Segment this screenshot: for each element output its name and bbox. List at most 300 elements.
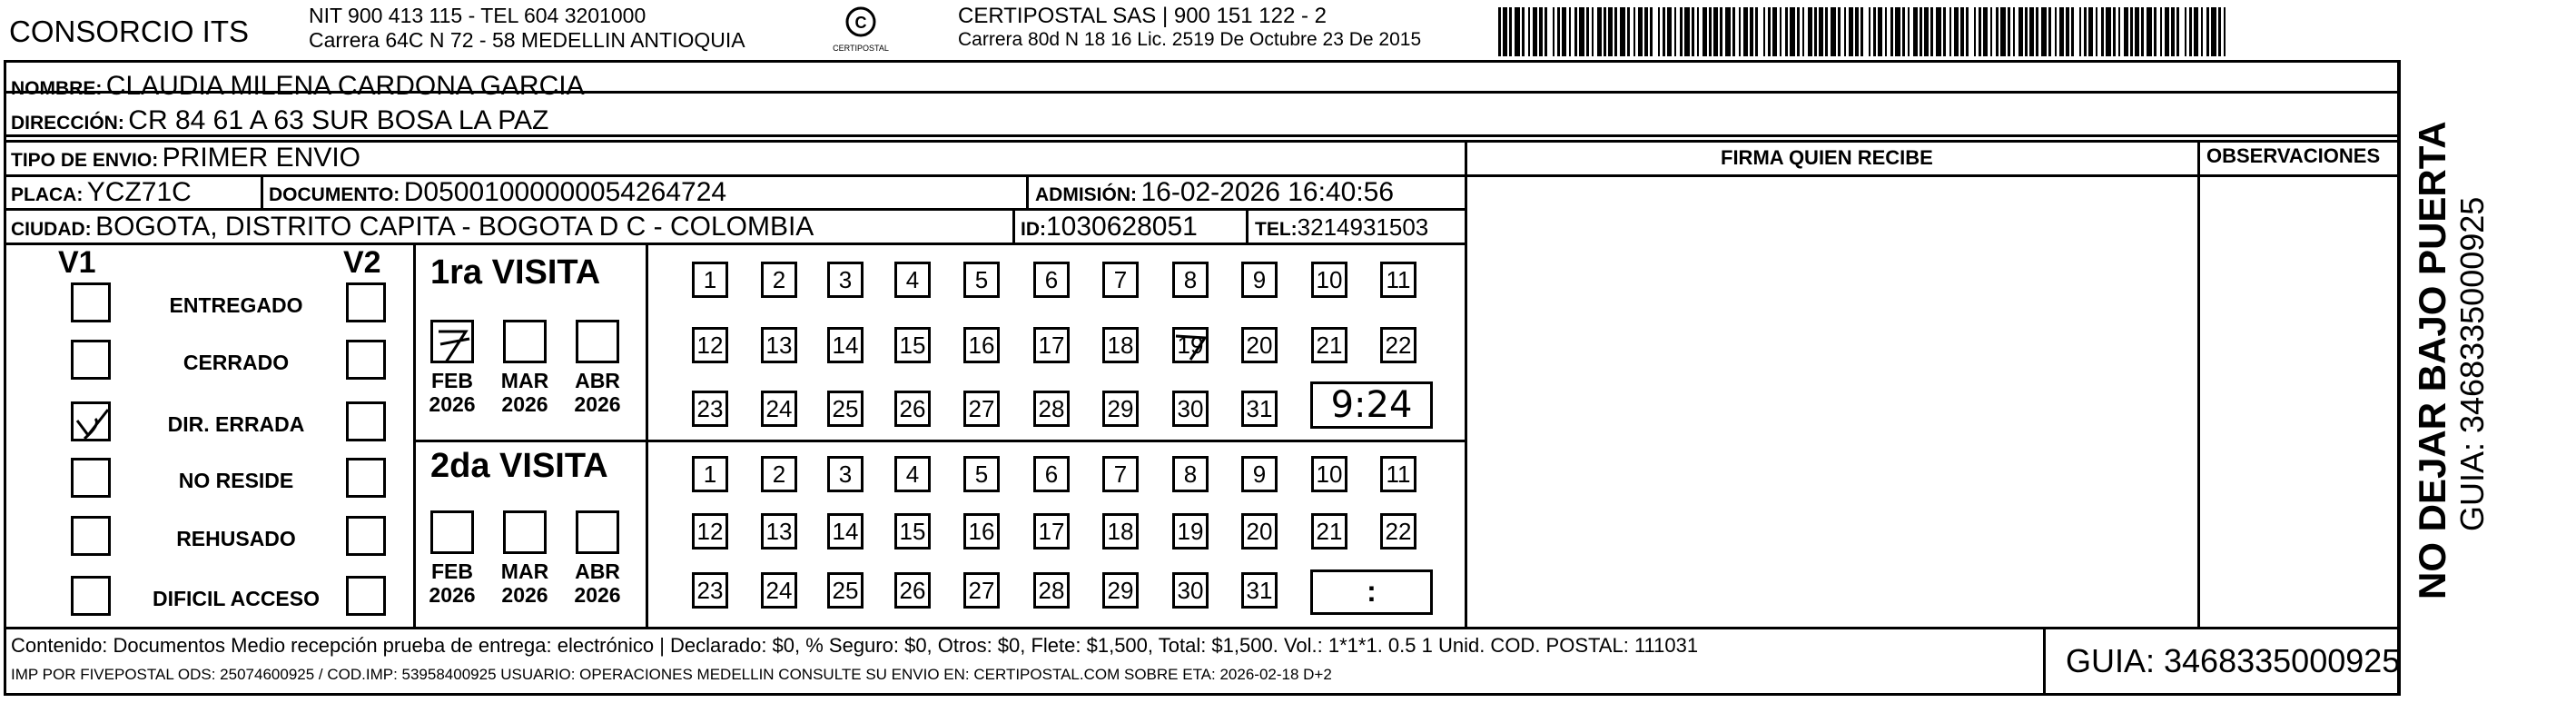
day-checkbox[interactable] (692, 513, 728, 550)
barcode-bar (2008, 7, 2010, 56)
day-number: 14 (832, 518, 859, 545)
barcode-bar (1680, 7, 1683, 56)
barcode-bar (2079, 7, 2081, 56)
day-checkbox[interactable] (761, 513, 797, 550)
barcode-bar (2013, 7, 2015, 56)
barcode-bar (1855, 7, 1859, 56)
day-number: 19 (1177, 518, 1204, 545)
day-checkbox[interactable] (1311, 327, 1347, 363)
month-checkbox-feb[interactable] (430, 510, 474, 554)
day-number: 25 (832, 395, 859, 422)
day-number: 7 (1113, 266, 1128, 293)
barcode-bar (1650, 7, 1653, 56)
day-number: 20 (1246, 518, 1273, 545)
admision-value: 16-02-2026 16:40:56 (1140, 177, 1395, 207)
day-checkbox[interactable] (963, 572, 1000, 609)
barcode-bar (1838, 7, 1841, 56)
v2-checkbox[interactable] (346, 458, 386, 498)
barcode-bar (1902, 7, 1905, 56)
day-number: 8 (1183, 266, 1198, 293)
month-label: FEB 2026 (429, 559, 476, 608)
day-checkbox[interactable] (761, 327, 797, 363)
day-checkbox[interactable] (692, 391, 728, 427)
footer-contenido: Contenido: Documentos Medio recepción prueba de entrega: electrónico | Declarado: $0, % Seguro: $0, Otros: $0, Flete: $1,500, Total: $1,500. Vol.: 1*1*1. 0.5 1 Unid. COD. POSTAL: 111031 (11, 634, 1699, 657)
barcode-bar (2113, 7, 2116, 56)
day-number: 31 (1246, 395, 1273, 422)
day-checkbox[interactable] (1172, 456, 1209, 492)
month-label: FEB 2026 (429, 369, 476, 417)
first-visit-time-box (1310, 381, 1433, 429)
month-label: ABR 2026 (574, 559, 621, 608)
day-number: 4 (905, 266, 920, 293)
day-number: 29 (1107, 577, 1134, 604)
day-checkbox[interactable] (827, 327, 864, 363)
day-checkbox[interactable] (1033, 327, 1070, 363)
day-number: 24 (765, 577, 793, 604)
day-checkbox[interactable] (963, 262, 1000, 298)
day-checkbox[interactable] (761, 262, 797, 298)
day-checkbox[interactable] (692, 456, 728, 492)
barcode-bar (1586, 7, 1589, 56)
barcode-bar (1797, 7, 1800, 56)
barcode-bar (1515, 7, 1520, 56)
day-checkbox[interactable] (1241, 572, 1278, 609)
barcode-bar (2101, 7, 2104, 56)
barcode-bar (1574, 7, 1577, 56)
v1-checkbox[interactable] (71, 576, 111, 616)
barcode-bar (2018, 7, 2023, 56)
month-checkbox-feb[interactable] (430, 320, 474, 363)
day-number: 13 (765, 518, 793, 545)
second-visit-time: : (1367, 575, 1377, 608)
v1-checkbox[interactable] (71, 516, 111, 556)
barcode-bar (1539, 7, 1543, 56)
day-checkbox[interactable] (1033, 391, 1070, 427)
day-checkbox[interactable] (1102, 572, 1139, 609)
day-checkbox[interactable] (1380, 513, 1416, 550)
day-number: 2 (772, 460, 786, 488)
barcode-bar (1849, 7, 1853, 56)
barcode-bar (2071, 7, 2074, 56)
month-checkbox-mar[interactable] (503, 510, 547, 554)
barcode-bar (1869, 7, 1870, 56)
barcode-bar (2036, 7, 2038, 56)
company-line-2: Carrera 64C N 72 - 58 MEDELLIN ANTIOQUIA (309, 28, 745, 52)
barcode-bar (2106, 7, 2111, 56)
barcode-bar (1802, 7, 1804, 56)
day-checkbox[interactable] (1172, 513, 1209, 550)
v2-header: V2 (343, 245, 381, 280)
day-checkbox[interactable] (827, 262, 864, 298)
day-checkbox[interactable] (1033, 262, 1070, 298)
day-checkbox[interactable] (1102, 513, 1139, 550)
ciudad-label: CIUDAD: BOGOTA, DISTRITO CAPITA - BOGOTA D C - COLOMBIA (11, 212, 814, 242)
barcode-bar (1930, 7, 1933, 56)
day-number: 3 (838, 460, 853, 488)
v1-header: V1 (58, 245, 96, 280)
day-checkbox[interactable] (827, 572, 864, 609)
day-checkbox[interactable] (761, 456, 797, 492)
day-number: 30 (1177, 395, 1204, 422)
day-checkbox[interactable] (894, 456, 931, 492)
barcode-bar (2147, 7, 2152, 56)
option-label: CERRADO (183, 351, 290, 374)
barcode-bar (2135, 7, 2139, 56)
barcode-bar (1943, 7, 1946, 56)
v2-checkbox[interactable] (346, 401, 386, 441)
day-checkbox[interactable] (1311, 513, 1347, 550)
barcode-bar (1597, 7, 1602, 56)
day-checkbox[interactable] (1172, 327, 1209, 363)
barcode-bar (1579, 7, 1584, 56)
day-checkbox[interactable] (827, 391, 864, 427)
day-number: 20 (1246, 332, 1273, 359)
barcode-bar (2048, 7, 2051, 56)
certipostal-line-2: Carrera 80d N 18 16 Lic. 2519 De Octubre 23 De 2015 (958, 29, 1422, 50)
day-number: 28 (1038, 577, 1065, 604)
barcode-bar (2141, 7, 2144, 56)
barcode-bar (1768, 7, 1771, 56)
barcode-bar (2176, 7, 2179, 56)
svg-text:C: C (854, 14, 867, 32)
day-checkbox[interactable] (894, 262, 931, 298)
v2-checkbox[interactable] (346, 576, 386, 616)
barcode-bar (1772, 7, 1777, 56)
barcode-bar (1709, 7, 1712, 56)
day-number: 27 (968, 395, 995, 422)
barcode-bar (1732, 7, 1735, 56)
second-visit-time-box (1310, 569, 1433, 615)
day-number: 5 (974, 460, 989, 488)
barcode-bar (2025, 7, 2028, 56)
barcode-bar (2000, 7, 2006, 56)
day-number: 27 (968, 577, 995, 604)
day-number: 7 (1113, 460, 1128, 488)
barcode-bar (2224, 7, 2226, 56)
barcode-bar (1785, 7, 1788, 56)
day-number: 1 (703, 266, 717, 293)
barcode-bar (1674, 7, 1676, 56)
month-label: ABR 2026 (574, 369, 621, 417)
day-checkbox[interactable] (692, 262, 728, 298)
barcode-bar (1814, 7, 1817, 56)
v1-checkbox[interactable] (71, 458, 111, 498)
month-checkbox-mar[interactable] (503, 320, 547, 363)
barcode-bar (2124, 7, 2128, 56)
barcode-bar (1954, 7, 1959, 56)
option-label: DIFICIL ACCESO (152, 587, 320, 610)
direccion-value: CR 84 61 A 63 SUR BOSA LA PAZ (128, 105, 549, 135)
barcode-bar (1608, 7, 1613, 56)
barcode-bar (1996, 7, 1999, 56)
v2-checkbox[interactable] (346, 282, 386, 322)
placa-value: YCZ71C (86, 177, 192, 207)
tick-mark-icon (433, 322, 477, 366)
barcode-bar (1763, 7, 1765, 56)
day-checkbox[interactable] (1380, 456, 1416, 492)
barcode-bar (1979, 7, 1981, 56)
check-mark-icon (74, 404, 114, 444)
v1-checkbox[interactable] (71, 340, 111, 380)
barcode-bar (1697, 7, 1699, 56)
barcode-bar (1990, 7, 1992, 56)
day-checkbox[interactable] (1033, 456, 1070, 492)
day-checkbox[interactable] (894, 327, 931, 363)
id-value: 1030628051 (1046, 212, 1198, 242)
day-number: 25 (832, 577, 859, 604)
barcode-icon (1498, 0, 2226, 56)
barcode-bar (1638, 7, 1643, 56)
day-number: 24 (765, 395, 793, 422)
barcode-bar (1720, 7, 1722, 56)
day-checkbox[interactable] (894, 572, 931, 609)
month-label: MAR 2026 (500, 369, 549, 417)
barcode-bar (2041, 7, 2047, 56)
day-number: 15 (899, 332, 926, 359)
barcode-bar (1936, 7, 1941, 56)
barcode-bar (1569, 7, 1571, 56)
barcode-bar (1908, 7, 1910, 56)
company-line-1: NIT 900 413 115 - TEL 604 3201000 (309, 4, 646, 27)
option-label: NO RESIDE (178, 469, 294, 492)
barcode-bar (1620, 7, 1625, 56)
barcode-bar (1983, 7, 1988, 56)
month-label: MAR 2026 (500, 559, 549, 608)
day-checkbox[interactable] (963, 391, 1000, 427)
day-checkbox[interactable] (1241, 262, 1278, 298)
barcode-bar (1703, 7, 1707, 56)
day-number: 6 (1044, 460, 1059, 488)
side-guia (2453, 77, 2490, 531)
barcode-bar (1503, 7, 1507, 56)
barcode-bar (1692, 7, 1694, 56)
day-checkbox[interactable] (1241, 513, 1278, 550)
barcode-bar (1743, 7, 1748, 56)
day-number: 26 (899, 577, 926, 604)
placa-label: PLACA: YCZ71C (11, 177, 192, 207)
day-checkbox[interactable] (1033, 572, 1070, 609)
barcode-bar (2171, 7, 2175, 56)
barcode-bar (1658, 7, 1660, 56)
day-number: 14 (832, 332, 859, 359)
barcode-bar (1844, 7, 1846, 56)
barcode-bar (1755, 7, 1758, 56)
day-number: 4 (905, 460, 920, 488)
day-number: 23 (696, 395, 724, 422)
day-number: 19 (1177, 332, 1204, 359)
day-checkbox[interactable] (1102, 327, 1139, 363)
day-number: 23 (696, 577, 724, 604)
barcode-bar (2118, 7, 2120, 56)
admision-label: ADMISIÓN: 16-02-2026 16:40:56 (1035, 177, 1395, 207)
barcode-bar (1604, 7, 1606, 56)
barcode-bar (1949, 7, 1951, 56)
barcode-bar (1913, 7, 1918, 56)
barcode-bar (1528, 7, 1530, 56)
day-checkbox[interactable] (761, 572, 797, 609)
day-checkbox[interactable] (1102, 262, 1139, 298)
v1-checkbox[interactable] (71, 282, 111, 322)
day-number: 9 (1252, 460, 1267, 488)
barcode-bar (1522, 7, 1525, 56)
barcode-bar (1808, 7, 1812, 56)
day-checkbox[interactable] (894, 513, 931, 550)
barcode-bar (2059, 7, 2064, 56)
day-checkbox[interactable] (1033, 513, 1070, 550)
barcode-bar (1684, 7, 1690, 56)
day-checkbox[interactable] (963, 513, 1000, 550)
day-checkbox[interactable] (1172, 391, 1209, 427)
day-number: 11 (1386, 460, 1411, 488)
day-number: 30 (1177, 577, 1204, 604)
barcode-bar (1750, 7, 1753, 56)
day-checkbox[interactable] (1241, 456, 1278, 492)
option-label: DIR. ERRADA (167, 412, 305, 436)
barcode-bar (1667, 7, 1672, 56)
day-number: 2 (772, 266, 786, 293)
barcode-bar (1966, 7, 1969, 56)
barcode-bar (1878, 7, 1882, 56)
day-number: 16 (968, 332, 995, 359)
day-number: 10 (1316, 460, 1343, 488)
option-label: REHUSADO (176, 527, 296, 550)
day-number: 18 (1107, 332, 1134, 359)
barcode-bar (2211, 7, 2216, 56)
day-number: 22 (1385, 518, 1412, 545)
barcode (1498, 0, 2226, 56)
day-number: 15 (899, 518, 926, 545)
barcode-bar (2154, 7, 2157, 56)
strike-mark-icon (1172, 327, 1209, 363)
first-visit-time: 9:24 (1330, 384, 1413, 426)
day-number: 8 (1183, 460, 1198, 488)
direccion-label: DIRECCIÓN: CR 84 61 A 63 SUR BOSA LA PAZ (11, 105, 549, 135)
day-number: 22 (1385, 332, 1412, 359)
day-checkbox[interactable] (963, 456, 1000, 492)
id-label: ID:1030628051 (1021, 212, 1198, 242)
barcode-bar (1739, 7, 1741, 56)
barcode-bar (1644, 7, 1648, 56)
certipostal-logo (824, 4, 897, 58)
v2-checkbox[interactable] (346, 340, 386, 380)
day-number: 9 (1252, 266, 1267, 293)
day-number: 12 (696, 332, 724, 359)
certipostal-line-1: CERTIPOSTAL SAS | 900 151 122 - 2 (958, 4, 1327, 28)
day-checkbox[interactable] (1241, 327, 1278, 363)
barcode-bar (1533, 7, 1537, 56)
barcode-bar (2096, 7, 2097, 56)
day-checkbox[interactable] (963, 327, 1000, 363)
side-warning (2411, 54, 2456, 599)
barcode-bar (1790, 7, 1795, 56)
day-checkbox[interactable] (1102, 456, 1139, 492)
barcode-bar (2055, 7, 2057, 56)
v1-checkbox[interactable] (71, 401, 111, 441)
tel-label: TEL:3214931503 (1255, 213, 1429, 241)
day-checkbox[interactable] (1380, 262, 1416, 298)
day-checkbox[interactable] (761, 391, 797, 427)
barcode-bar (2189, 7, 2192, 56)
first-visit-title: 1ra VISITA (430, 253, 601, 292)
second-visit-title: 2da VISITA (430, 447, 608, 485)
barcode-bar (1713, 7, 1718, 56)
svg-text:CERTIPOSTAL: CERTIPOSTAL (833, 44, 889, 53)
barcode-bar (2194, 7, 2198, 56)
barcode-bar (1553, 7, 1554, 56)
day-number: 31 (1246, 577, 1273, 604)
barcode-bar (1890, 7, 1893, 56)
day-checkbox[interactable] (1311, 262, 1347, 298)
barcode-bar (2218, 7, 2221, 56)
day-checkbox[interactable] (1241, 391, 1278, 427)
observaciones-header: OBSERVACIONES (2206, 144, 2381, 167)
day-number: 29 (1107, 395, 1134, 422)
day-number: 11 (1386, 266, 1411, 293)
day-checkbox[interactable] (894, 391, 931, 427)
nombre-value: CLAUDIA MILENA CARDONA GARCIA (105, 71, 585, 101)
barcode-bar (1860, 7, 1863, 56)
barcode-bar (2066, 7, 2069, 56)
day-number: 5 (974, 266, 989, 293)
day-number: 28 (1038, 395, 1065, 422)
barcode-bar (1885, 7, 1887, 56)
footer-guia: GUIA: 3468335000925 (2066, 642, 2401, 679)
day-number: 13 (765, 332, 793, 359)
side-guia-text: GUIA: 3468335000925 (2453, 196, 2491, 531)
day-checkbox[interactable] (1380, 327, 1416, 363)
barcode-bar (1562, 7, 1566, 56)
company-name: CONSORCIO ITS (9, 15, 250, 48)
day-checkbox[interactable] (827, 513, 864, 550)
day-number: 18 (1107, 518, 1134, 545)
barcode-bar (1509, 7, 1512, 56)
firma-header: FIRMA QUIEN RECIBE (1721, 146, 1933, 169)
side-warning-text: NO DEJAR BAJO PUERTA (2411, 121, 2453, 599)
barcode-bar (2206, 7, 2209, 56)
day-number: 17 (1038, 518, 1065, 545)
day-checkbox[interactable] (1172, 262, 1209, 298)
barcode-bar (2165, 7, 2169, 56)
tipo-envio-value: PRIMER ENVIO (162, 143, 361, 173)
tipo-envio-label: TIPO DE ENVIO: PRIMER ENVIO (11, 143, 361, 173)
tel-value: 3214931503 (1297, 213, 1429, 241)
v2-checkbox[interactable] (346, 516, 386, 556)
documento-value: D05001000000054264724 (403, 177, 727, 207)
day-checkbox[interactable] (827, 456, 864, 492)
ciudad-value: BOGOTA, DISTRITO CAPITA - BOGOTA D C - COLOMBIA (95, 212, 814, 242)
month-checkbox-abr[interactable] (576, 320, 619, 363)
day-checkbox[interactable] (692, 327, 728, 363)
certipostal-logo-icon (824, 4, 897, 58)
day-checkbox[interactable] (1102, 391, 1139, 427)
barcode-bar (1831, 7, 1836, 56)
barcode-bar (1545, 7, 1547, 56)
day-number: 21 (1316, 332, 1343, 359)
barcode-bar (1663, 7, 1665, 56)
barcode-bar (1627, 7, 1630, 56)
day-number: 16 (968, 518, 995, 545)
month-checkbox-abr[interactable] (576, 510, 619, 554)
day-checkbox[interactable] (692, 572, 728, 609)
day-checkbox[interactable] (1172, 572, 1209, 609)
barcode-bar (2130, 7, 2133, 56)
day-number: 17 (1038, 332, 1065, 359)
barcode-bar (1974, 7, 1976, 56)
barcode-bar (1592, 7, 1594, 56)
barcode-bar (2029, 7, 2034, 56)
day-checkbox[interactable] (1311, 456, 1347, 492)
barcode-bar (2185, 7, 2186, 56)
